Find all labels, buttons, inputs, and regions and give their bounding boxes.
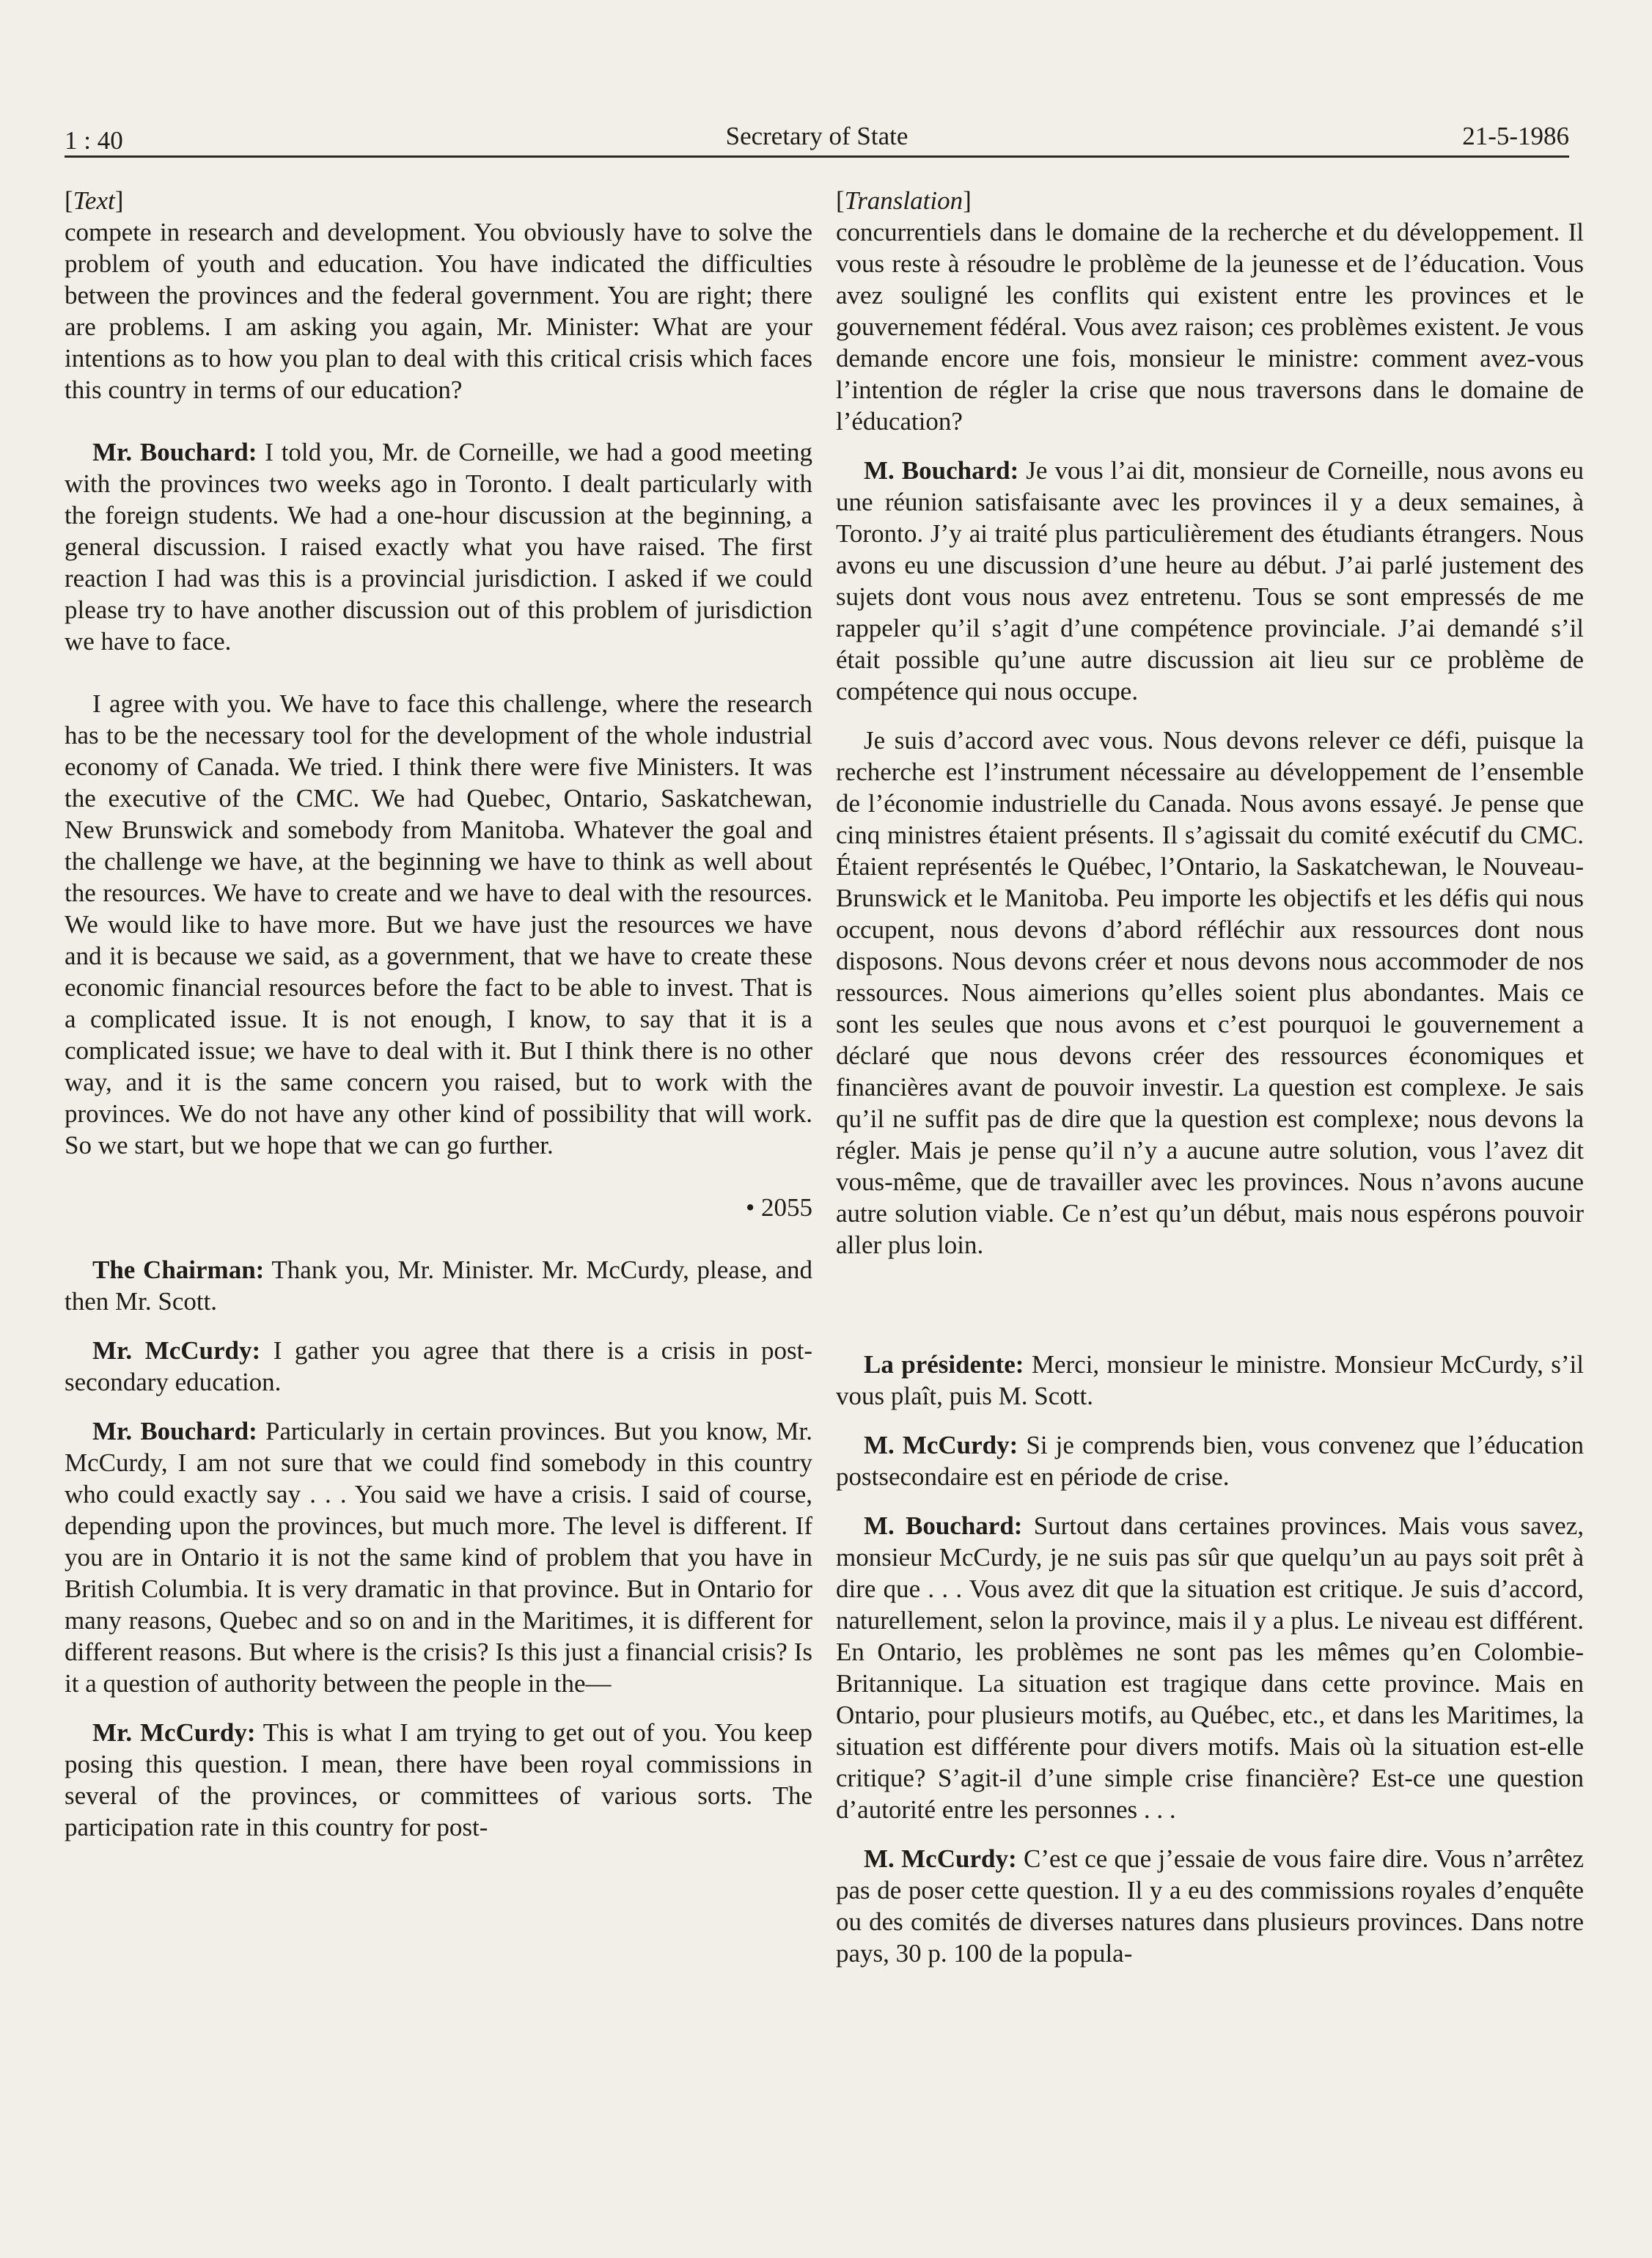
speech-text: C’est ce que j’essaie de vous faire dire. Vous n’arrêtez pas de poser cette question. Il y a eu des commissions royales d’enquête ou des comités de diverses natures dans plusieurs provinces. Dans notre pays, 30 p. 100 de la popula- <box>836 1844 1585 1968</box>
speaker-paragraph <box>836 1349 1584 1412</box>
speech-text: Je vous l’ai dit, monsieur de Corneille, nous avons eu une réunion satisfaisante avec les provinces il y a deux semaines, à Toronto. J’y ai traité plus particulièrement des étudiants étrangers. Nous avons eu une discussion d’une heure au début. J’ai parlé justement des sujets dont vous nous avez entretenu. Tous se sont empressés de me rappeler qu’il s’agit d’une compétence provinciale. J’ai demandé s’il était possible qu’une autre discussion ait lieu sur ce problème de compétence qui nous occupe. <box>836 456 1585 705</box>
paragraph: Je suis d’accord avec vous. Nous devons relever ce défi, puisque la recherche est l’instrument nécessaire au développement de l’ensemble de l’économie industrielle du Canada. Nous avons essayé. Je pense que cinq ministres étaient présents. Il s’agissait du comité exécutif du CMC. Étaient représentés le Québec, l’Ontario, la Saskatchewan, le Nouveau-Brunswick et le Manitoba. Peu importe les objectifs et les défis qui nous occupent, nous devons d’abord réfléchir aux ressources dont nous disposons. Nous devons créer et nous devons nous accommoder de nos ressources. Nous aimerions qu’elles soient plus abondantes. Mais ce sont les seules que nous avons et c’est pourquoi le gouvernement a déclaré que nous devons créer des ressources économiques et financières avant de pouvoir investir. La question est complexe. Je sais qu’il ne suffit pas de dire que la question est complexe; nous devons la régler. Mais je pense qu’il n’y a aucune autre solution, vous l’avez dit vous-même, que de travailler avec les provinces. Nous n’avons aucune autre solution viable. Ce n’est qu’un début, mais nous espérons pouvoir aller plus loin. <box>836 726 1584 1259</box>
speaker-paragraph <box>65 1335 812 1398</box>
speaker-name: La présidente: <box>864 1350 1024 1379</box>
speech-text: I gather you agree that there is a crisis in post-secondary education. <box>65 1336 813 1396</box>
speaker-paragraph <box>65 1254 812 1317</box>
speaker-name: M. Bouchard: <box>864 456 1019 485</box>
speaker-name: Mr. Bouchard: <box>92 438 257 466</box>
speaker-name: M. McCurdy: <box>864 1844 1017 1873</box>
speaker-paragraph <box>65 1415 812 1699</box>
header-title: Secretary of State <box>725 122 908 150</box>
paragraph: compete in research and development. You obviously have to solve the problem of youth and education. You have indicated the difficulties between the provinces and the federal government. You are right; there are problems. I am asking you again, Mr. Minister: What are your intentions as to how you plan to deal with this critical crisis which faces this country in terms of our education? <box>65 218 812 404</box>
speech-text: Particularly in certain provinces. But you know, Mr. McCurdy, I am not sure that we could find somebody in this country who could exactly say . . . You said we have a crisis. I said of course, depending upon the provinces, but much more. The level is different. If you are in Ontario it is not the same kind of problem that you have in British Columbia. It is very dramatic in that province. But in Ontario for many reasons, Quebec and so on and in the Maritimes, it is different for different reasons. But where is the crisis? Is this just a financial crisis? Is it a question of authority between the people in the— <box>65 1417 812 1698</box>
page-header <box>65 117 1569 155</box>
speaker-name: Mr. McCurdy: <box>92 1336 261 1365</box>
paragraph: I agree with you. We have to face this challenge, where the research has to be the necessary tool for the development of the whole industrial economy of Canada. We tried. I think there were five Ministers. It was the executive of the CMC. We had Quebec, Ontario, Saskatchewan, New Brunswick and somebody from Manitoba. Whatever the goal and the challenge we have, at the beginning we have to think as well about the resources. We have to create and we have to deal with the resources. We would like to have more. But we have just the resources we have and it is because we said, as a government, that we have to create these economic financial resources before the fact to be able to invest. That is a complicated issue. It is not enough, I know, to say that it is a complicated issue; we have to deal with it. But I think there is no other way, and it is the same concern you raised, but to work with the provinces. We do not have any other kind of possibility that will work. So we start, but we hope that we can go further. <box>65 689 812 1159</box>
speaker-paragraph <box>65 436 812 657</box>
speech-text: Merci, monsieur le ministre. Monsieur McCurdy, s’il vous plaît, puis M. Scott. <box>836 1350 1585 1410</box>
speaker-paragraph <box>836 1429 1584 1492</box>
speaker-name: Mr. Bouchard: <box>92 1417 257 1445</box>
speech-text: Thank you, Mr. Minister. Mr. McCurdy, please, and then Mr. Scott. <box>65 1256 812 1316</box>
speaker-name: Mr. McCurdy: <box>92 1718 256 1747</box>
speaker-paragraph <box>836 1510 1584 1825</box>
language-tag: [Text] <box>65 186 124 215</box>
speech-text: This is what I am trying to get out of you. You keep posing this question. I mean, there have been royal commissions in several of the provinces, or committees of various sorts. The participation rate in this country for post- <box>65 1718 812 1841</box>
header-date: 21-5-1986 <box>1462 122 1569 150</box>
speaker-paragraph <box>836 455 1584 707</box>
time-marker: • 2055 <box>745 1193 812 1222</box>
speaker-name: M. Bouchard: <box>864 1511 1023 1540</box>
speaker-name: The Chairman: <box>92 1256 265 1284</box>
speaker-paragraph <box>836 1843 1584 1969</box>
language-tag: [Translation] <box>836 186 972 215</box>
paragraph: concurrentiels dans le domaine de la recherche et du développement. Il vous reste à résoudre le problème de la jeunesse et de l’éducation. Vous avez souligné les conflits qui existent entre les provinces et le gouvernement fédéral. Vous avez raison; ces problèmes existent. Je vous demande encore une fois, monsieur le ministre: comment avez-vous l’intention de régler la crise que nous traversons dans le domaine de l’éducation? <box>836 218 1584 436</box>
speaker-paragraph <box>65 1717 812 1843</box>
speech-text: Si je comprends bien, vous convenez que l’éducation postsecondaire est en période de crise. <box>836 1431 1584 1491</box>
speaker-name: M. McCurdy: <box>864 1431 1018 1459</box>
speech-text: Surtout dans certaines provinces. Mais vous savez, monsieur McCurdy, je ne suis pas sûr que quelqu’un au pays soit prêt à dire que . . . Vous avez dit que la situation est critique. Je suis d’accord, naturellement, selon la province, mais il y a plus. Le niveau est différent. En Ontario, les problèmes ne sont pas les mêmes qu’en Colombie-Britannique. La situation est tragique dans cette province. Mais en Ontario, pour plusieurs motifs, au Québec, etc., et dans les Maritimes, la situation est différente pour divers motifs. Mais où la situation est-elle critique? S’agit-il d’une simple crise financière? Est-ce une question d’autorité entre les personnes . . . <box>836 1511 1584 1824</box>
french-column <box>836 185 1584 1969</box>
header-rule <box>65 155 1569 158</box>
speech-text: I told you, Mr. de Corneille, we had a good meeting with the provinces two weeks ago in Toronto. I dealt particularly with the foreign students. We had a one-hour discussion at the beginning, a general discussion. I raised exactly what you have raised. The first reaction I had was this is a provincial jurisdiction. I asked if we could please try to have another discussion out of this problem of jurisdiction we have to face. <box>65 438 812 656</box>
english-column <box>65 185 812 1843</box>
page-number: 1 : 40 <box>65 126 123 155</box>
